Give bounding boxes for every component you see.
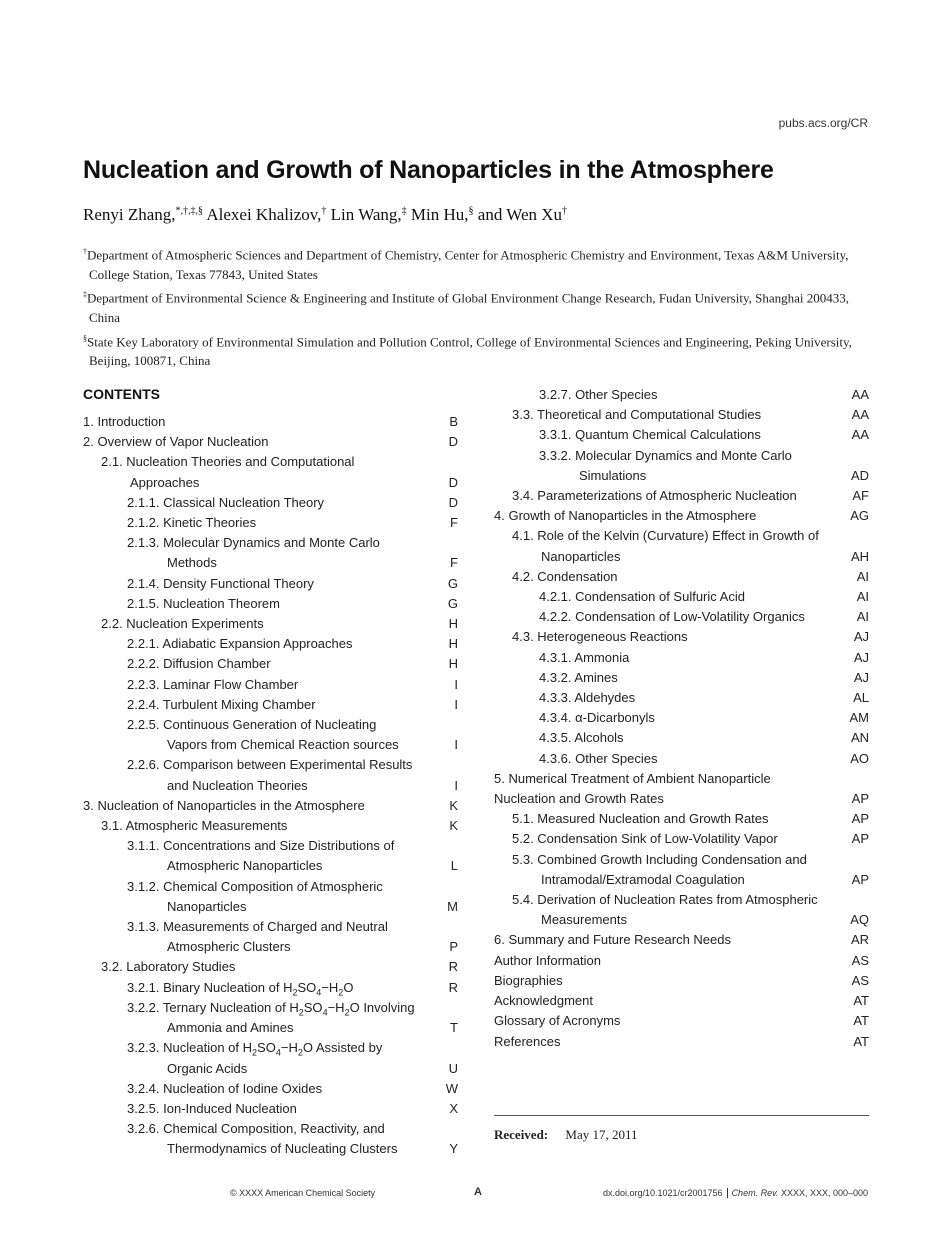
toc-entry-title: 5. Numerical Treatment of Ambient Nanoparticle Nucleation and Growth Rates	[494, 770, 771, 807]
affiliation	[83, 242, 873, 284]
toc-entry[interactable]	[494, 991, 869, 1011]
author-affiliation-mark: §	[468, 205, 474, 217]
toc-entry-title: 2.1.3. Molecular Dynamics and Monte Carlo Methods	[127, 535, 380, 571]
toc-page-ref: AA	[851, 407, 869, 423]
toc-page-ref: AA	[851, 427, 869, 443]
toc-entry[interactable]	[494, 587, 869, 607]
toc-entry-title: 4.1. Role of the Kelvin (Curvature) Effect in Growth of Nanoparticles	[512, 528, 819, 564]
toc-entry-title: 2. Overview of Vapor Nucleation	[83, 434, 269, 450]
toc-entry-title: 1. Introduction	[83, 414, 166, 429]
toc-page-ref: L	[450, 858, 458, 874]
author-name: Renyi Zhang,	[83, 205, 176, 224]
toc-entry-title: 5.4. Derivation of Nucleation Rates from Atmospheric Measurements	[512, 892, 818, 928]
toc-entry[interactable]	[494, 728, 869, 748]
author-name: Lin Wang,	[330, 205, 402, 224]
toc-entry[interactable]	[494, 607, 869, 627]
page-letter: A	[474, 1186, 482, 1198]
toc-page-ref: G	[447, 575, 458, 591]
toc-entry[interactable]	[494, 405, 869, 425]
toc-entry-title: 2.1.4. Density Functional Theory	[127, 575, 314, 591]
toc-entry-title: 4.2.2. Condensation of Low-Volatility Organics	[539, 609, 805, 625]
toc-entry-title: 3.2.7. Other Species	[539, 387, 658, 402]
toc-entry[interactable]	[494, 668, 869, 688]
toc-entry-title: 3.1. Atmospheric Measurements	[101, 818, 288, 834]
toc-page-ref: AQ	[850, 912, 869, 928]
toc-page-ref: K	[449, 818, 458, 834]
toc-entry[interactable]	[83, 978, 458, 998]
toc-page-ref: R	[448, 979, 458, 995]
affiliation-mark: †	[83, 247, 87, 256]
toc-entry[interactable]	[83, 1038, 458, 1078]
toc-page-ref: AF	[852, 488, 869, 504]
author-name: Alexei Khalizov,	[206, 205, 322, 224]
toc-entry[interactable]	[494, 850, 869, 890]
toc-entry-title: 2.2.1. Adiabatic Expansion Approaches	[127, 636, 353, 652]
received-date: May 17, 2011	[565, 1127, 638, 1142]
toc-entry-title: 4.2.1. Condensation of Sulfuric Acid	[539, 589, 745, 605]
toc-entry[interactable]	[83, 533, 458, 573]
toc-page-ref: AN	[850, 730, 869, 746]
toc-page-ref: AP	[851, 871, 869, 887]
toc-page-ref: AT	[853, 993, 869, 1009]
toc-page-ref: H	[448, 616, 458, 632]
author-affiliation-mark: †	[321, 205, 327, 217]
toc-entry[interactable]	[494, 627, 869, 647]
toc-page-ref: AS	[851, 952, 869, 968]
toc-entry-title: 4.3.1. Ammonia	[539, 649, 630, 665]
toc-page-ref: D	[448, 474, 458, 490]
toc-entry[interactable]	[494, 446, 869, 486]
toc-page-ref: U	[448, 1060, 458, 1076]
author-affiliation-mark: †	[562, 205, 568, 217]
toc-entry[interactable]	[83, 816, 458, 836]
toc-entry-title: 3.2.4. Nucleation of Iodine Oxides	[127, 1080, 323, 1096]
toc-entry-title: 2.2.2. Diffusion Chamber	[127, 656, 271, 672]
received-line	[494, 1127, 638, 1143]
toc-entry-title: 3.2. Laboratory Studies	[101, 959, 236, 975]
toc-entry[interactable]	[83, 957, 458, 977]
toc-entry[interactable]	[83, 836, 458, 876]
toc-page-ref: X	[449, 1100, 458, 1116]
toc-entry[interactable]	[494, 769, 869, 809]
toc-page-ref: AJ	[853, 629, 869, 645]
author-list	[83, 205, 567, 225]
toc-page-ref: AP	[851, 811, 869, 827]
toc-entry-title: 3.2.5. Ion-Induced Nucleation	[127, 1100, 297, 1116]
toc-entry[interactable]	[83, 755, 458, 795]
doi-citation	[603, 1188, 868, 1198]
toc-entry[interactable]	[83, 796, 458, 816]
toc-entry-title: Glossary of Acronyms	[494, 1013, 621, 1029]
toc-page-ref: AM	[849, 710, 869, 726]
toc-entry-title: 2.2.5. Continuous Generation of Nucleating Vapors from Chemical Reaction sources	[127, 717, 399, 753]
affiliations	[83, 242, 873, 371]
toc-page-ref: AR	[850, 932, 869, 948]
toc-entry[interactable]	[83, 715, 458, 755]
toc-entry[interactable]	[83, 675, 458, 695]
received-label: Received:	[494, 1127, 549, 1142]
affiliation-mark: §	[83, 333, 87, 343]
toc-page-ref: AJ	[853, 649, 869, 665]
toc-entry-title: 4.3.3. Aldehydes	[539, 690, 636, 706]
toc-entry-title: Acknowledgment	[494, 993, 593, 1009]
toc-page-ref: AJ	[853, 669, 869, 685]
toc-page-ref: AT	[853, 1033, 869, 1049]
toc-entry-title: 2.1.5. Nucleation Theorem	[127, 595, 280, 611]
toc-page-ref: AO	[850, 750, 869, 766]
toc-entry-title: 3. Nucleation of Nanoparticles in the Atmosphere	[83, 797, 365, 813]
toc-page-ref: H	[448, 656, 458, 672]
toc-entry-title: 4.2. Condensation	[512, 568, 618, 584]
toc-page-ref: H	[448, 636, 458, 652]
toc-page-ref: D	[448, 494, 458, 510]
toc-entry[interactable]	[494, 829, 869, 849]
toc-entry-title: 3.1.1. Concentrations and Size Distributions of Atmospheric Nanoparticles	[127, 838, 395, 874]
toc-page-ref: AP	[851, 831, 869, 847]
author-name: and Wen Xu	[477, 205, 563, 224]
toc-entry[interactable]	[83, 493, 458, 513]
toc-entry-title: 2.2. Nucleation Experiments	[101, 616, 264, 632]
toc-page-ref: AH	[850, 548, 869, 564]
toc-entry[interactable]	[83, 998, 458, 1038]
toc-right-column	[494, 385, 869, 1052]
toc-page-ref: I	[454, 777, 458, 793]
toc-page-ref: F	[450, 515, 458, 531]
toc-page-ref: F	[450, 555, 458, 571]
toc-page-ref: W	[445, 1080, 458, 1096]
toc-entry-title: 2.2.6. Comparison between Experimental Results and Nucleation Theories	[127, 757, 413, 793]
affiliation-text: Department of Environmental Science & Engineering and Institute of Global Environment Change Research, Fudan University, Shanghai 200433, China	[87, 290, 849, 326]
toc-entry[interactable]	[494, 425, 869, 445]
toc-entry[interactable]	[83, 877, 458, 917]
affiliation-text: State Key Laboratory of Environmental Simulation and Pollution Control, College of Environmental Sciences and Engineering, Peking University, Beijing, 100871, China	[87, 333, 852, 369]
toc-entry-title: 3.2.1. Binary Nucleation of $H_2SO_4-H_2O$	[127, 979, 354, 998]
toc-entry-title: 3.4. Parameterizations of Atmospheric Nucleation	[512, 488, 797, 504]
toc-entry-title: Biographies	[494, 972, 563, 988]
toc-entry-title: 4.3.5. Alcohols	[539, 730, 624, 746]
copyright-notice: © XXXX American Chemical Society	[230, 1188, 376, 1198]
toc-entry[interactable]	[494, 526, 869, 566]
toc-entry-title: 3.1.2. Chemical Composition of Atmospheric Nanoparticles	[127, 878, 383, 914]
citation-separator	[727, 1188, 728, 1198]
toc-entry-title: 5.3. Combined Growth Including Condensation and Intramodal/Extramodal Coagulation	[512, 851, 807, 887]
toc-page-ref: AI	[856, 609, 869, 625]
toc-entry-title: 4.3.2. Amines	[539, 669, 618, 685]
toc-entry[interactable]	[83, 634, 458, 654]
toc-entry[interactable]	[494, 1032, 869, 1052]
toc-entry[interactable]	[83, 695, 458, 715]
toc-left-column	[83, 412, 458, 1160]
toc-page-ref: P	[449, 939, 458, 955]
toc-entry-title: Author Information	[494, 952, 601, 968]
toc-page-ref: I	[454, 696, 458, 712]
toc-entry[interactable]	[83, 654, 458, 674]
toc-entry[interactable]	[494, 1011, 869, 1031]
toc-entry-title: 3.2.6. Chemical Composition, Reactivity, and Thermodynamics of Nucleating Clusters	[127, 1121, 398, 1157]
toc-entry[interactable]	[494, 951, 869, 971]
toc-page-ref: I	[454, 737, 458, 753]
toc-entry-title: 3.3.1. Quantum Chemical Calculations	[539, 427, 761, 443]
toc-page-ref: Y	[449, 1141, 458, 1157]
affiliation	[83, 285, 873, 327]
toc-page-ref: AI	[856, 589, 869, 605]
toc-entry-title: References	[494, 1033, 561, 1049]
received-divider	[494, 1115, 869, 1116]
toc-entry[interactable]	[83, 1079, 458, 1099]
toc-entry-title: 3.3.2. Molecular Dynamics and Monte Carlo Simulations	[539, 447, 792, 483]
toc-entry[interactable]	[83, 614, 458, 634]
affiliation	[83, 329, 873, 371]
toc-page-ref: M	[447, 898, 458, 914]
author-affiliation-mark: ‡	[401, 205, 407, 217]
toc-entry[interactable]	[494, 749, 869, 769]
toc-entry-title: 2.2.3. Laminar Flow Chamber	[127, 676, 299, 692]
author-name: Min Hu,	[410, 205, 469, 224]
author-affiliation-mark: *,†,‡,§	[175, 205, 204, 217]
toc-entry[interactable]	[494, 385, 869, 405]
toc-entry[interactable]	[83, 412, 458, 432]
toc-entry[interactable]	[83, 452, 458, 492]
toc-entry[interactable]	[494, 890, 869, 930]
toc-entry-title: 2.1.2. Kinetic Theories	[127, 515, 257, 531]
toc-entry-title: 5.1. Measured Nucleation and Growth Rates	[512, 811, 769, 827]
citation-volume: XXXX, XXX, 000–000	[780, 1188, 868, 1198]
journal-url[interactable]: pubs.acs.org/CR	[778, 116, 868, 130]
citation-journal: Chem. Rev.	[731, 1188, 779, 1198]
toc-entry-title: 3.2.3. Nucleation of $H_2SO_4-H_2O$ Assisted by Organic Acids	[127, 1040, 383, 1076]
toc-page-ref: T	[450, 1020, 458, 1036]
toc-page-ref: AP	[851, 791, 869, 807]
toc-entry[interactable]	[83, 432, 458, 452]
toc-entry-title: 4. Growth of Nanoparticles in the Atmosphere	[494, 508, 757, 524]
toc-page-ref: AS	[851, 972, 869, 988]
article-title: Nucleation and Growth of Nanoparticles in the Atmosphere	[83, 156, 774, 184]
toc-entry-title: 4.3.6. Other Species	[539, 750, 658, 766]
toc-entry[interactable]	[494, 930, 869, 950]
toc-entry[interactable]	[83, 574, 458, 594]
toc-page-ref: I	[454, 676, 458, 692]
toc-entry[interactable]	[83, 917, 458, 957]
affiliation-mark: ‡	[83, 290, 87, 300]
toc-entry[interactable]	[83, 594, 458, 614]
toc-entry-title: 2.1.1. Classical Nucleation Theory	[127, 494, 325, 510]
toc-page-ref: AD	[850, 467, 869, 483]
contents-heading: CONTENTS	[83, 386, 160, 402]
toc-entry[interactable]	[494, 486, 869, 506]
toc-page-ref: AT	[853, 1013, 869, 1029]
toc-page-ref: AA	[851, 387, 869, 402]
affiliation-text: Department of Atmospheric Sciences and Department of Chemistry, Center for Atmospheric Chemistry and Environment, Texas A&M University, College Station, Texas 77843, United States	[87, 247, 849, 282]
toc-entry-title: 4.3. Heterogeneous Reactions	[512, 629, 688, 645]
toc-page-ref: B	[449, 414, 458, 429]
toc-entry[interactable]	[494, 688, 869, 708]
toc-entry-title: 3.2.2. Ternary Nucleation of $H_2SO_4-H_2O$ Involving Ammonia and Amines	[127, 999, 415, 1036]
toc-entry[interactable]	[494, 567, 869, 587]
toc-entry[interactable]	[83, 513, 458, 533]
toc-entry[interactable]	[494, 809, 869, 829]
toc-page-ref: K	[449, 797, 458, 813]
toc-page-ref: AL	[853, 690, 869, 706]
toc-entry[interactable]	[494, 648, 869, 668]
toc-entry[interactable]	[494, 971, 869, 991]
toc-page-ref: G	[447, 595, 458, 611]
toc-entry[interactable]	[83, 1119, 458, 1159]
toc-page-ref: AI	[856, 568, 869, 584]
toc-entry-title: 3.1.3. Measurements of Charged and Neutral Atmospheric Clusters	[127, 919, 388, 955]
toc-entry[interactable]	[494, 708, 869, 728]
toc-page-ref: R	[448, 959, 458, 975]
doi-link[interactable]: dx.doi.org/10.1021/cr2001756	[602, 1188, 723, 1198]
toc-entry-title: 6. Summary and Future Research Needs	[494, 932, 731, 948]
toc-page-ref: AG	[850, 508, 869, 524]
toc-entry[interactable]	[83, 1099, 458, 1119]
toc-entry-title: 2.2.4. Turbulent Mixing Chamber	[127, 696, 316, 712]
toc-page-ref: D	[448, 434, 458, 450]
toc-entry[interactable]	[494, 506, 869, 526]
toc-entry-title: 5.2. Condensation Sink of Low-Volatility Vapor	[512, 831, 778, 847]
toc-entry-title: 4.3.4. α-Dicarbonyls	[539, 710, 655, 726]
toc-entry-title: 3.3. Theoretical and Computational Studies	[512, 407, 762, 423]
toc-entry-title: 2.1. Nucleation Theories and Computational Approaches	[101, 454, 355, 490]
